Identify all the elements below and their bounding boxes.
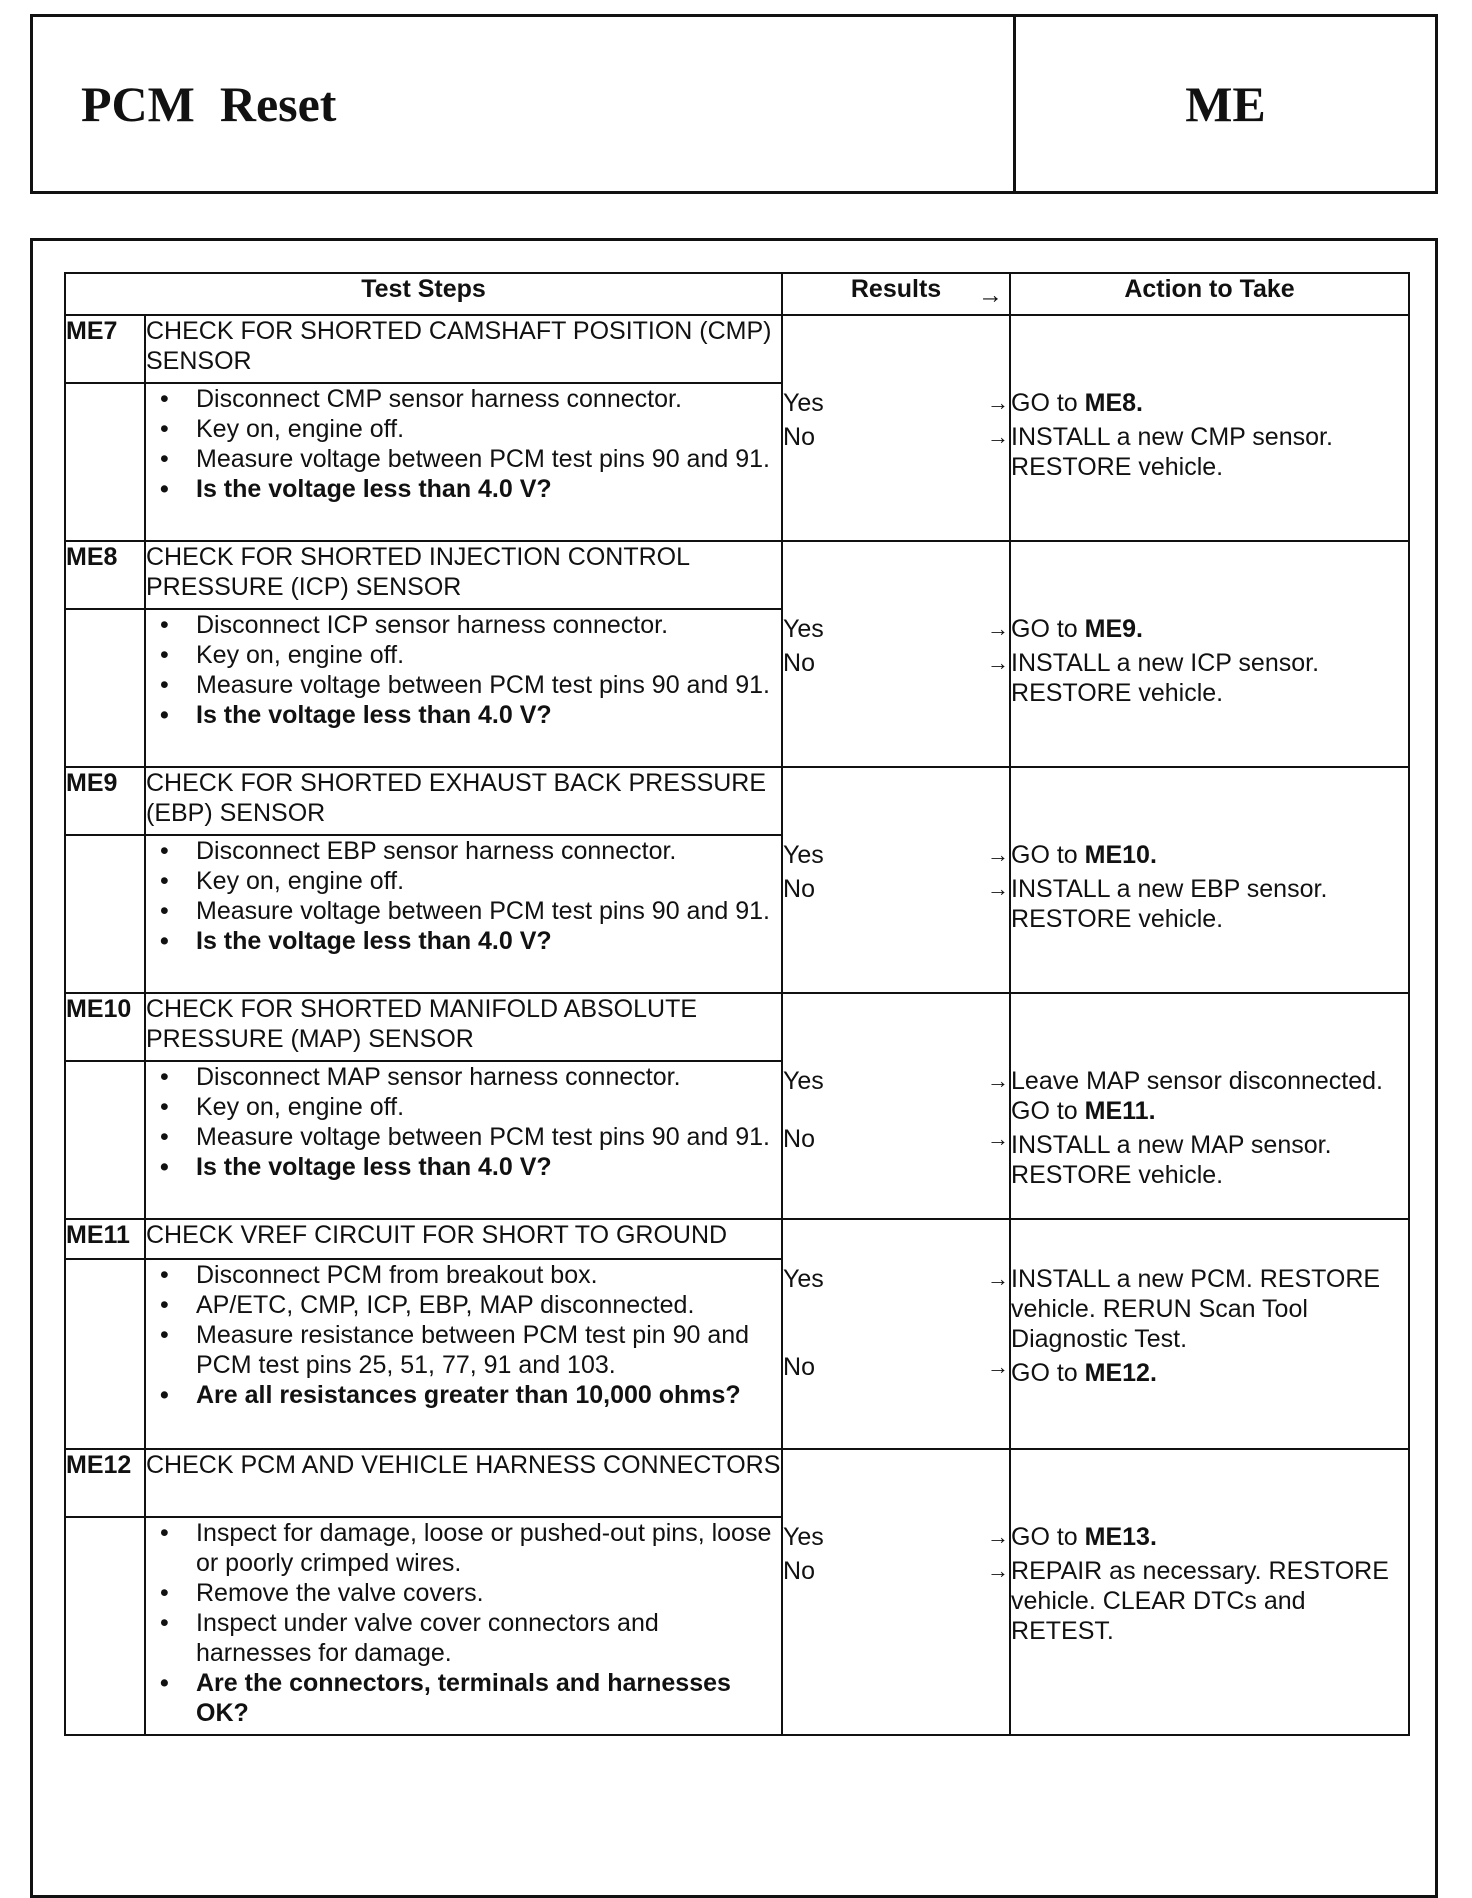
header-title-cell [33,17,1016,191]
step-instruction: • Inspect under valve cover connectors and harnesses for damage. [196,1608,781,1668]
table-row [65,993,1409,1061]
header-action: Action to Take [1010,273,1409,315]
step-instruction: • Key on, engine off. [196,866,781,896]
step-question: • Is the voltage less than 4.0 V? [196,700,781,730]
arrow-icon: → [987,842,1010,867]
arrow-icon: → [987,390,1010,415]
instruction-list [146,836,781,956]
instruction-list [146,384,781,504]
result-no: No → [783,1353,1010,1381]
arrow-icon: → [987,650,1010,675]
result-no: No → [783,649,1010,677]
table-header-row [65,273,1409,315]
step-id: ME10 [65,993,145,1061]
step-instruction: • Disconnect MAP sensor harness connector. [196,1062,781,1092]
step-title: CHECK PCM AND VEHICLE HARNESS CONNECTORS [145,1449,782,1517]
step-instruction: • Measure voltage between PCM test pins 90 and 91. [196,670,781,700]
arrow-icon: → [987,1524,1010,1549]
step-instruction: • Disconnect CMP sensor harness connector. [196,384,781,414]
instruction-list [146,610,781,730]
step-body [145,1259,782,1449]
result-no: No → [783,875,1010,903]
action-cell [1010,315,1409,541]
arrow-icon: → [987,1266,1010,1291]
action-no: INSTALL a new CMP sensor. RESTORE vehicle. [1011,423,1333,481]
section-code: ME [1185,76,1266,132]
step-instruction: • Measure voltage between PCM test pins 90 and 91. [196,444,781,474]
arrow-icon: → [987,1126,1010,1151]
results-cell [782,315,1010,541]
step-id: ME11 [65,1219,145,1259]
step-instruction: • Disconnect PCM from breakout box. [196,1260,781,1290]
step-body [145,1061,782,1219]
arrow-icon: → [987,616,1010,641]
step-id-spacer [65,835,145,993]
action-yes: Leave MAP sensor disconnected. GO to ME11. [1011,1067,1384,1125]
arrow-icon: → [987,1558,1010,1583]
action-cell [1010,767,1409,993]
step-title: CHECK VREF CIRCUIT FOR SHORT TO GROUND [145,1219,782,1259]
results-cell [782,993,1010,1219]
table-row [65,315,1409,383]
arrow-icon: → [987,876,1010,901]
action-cell [1010,1219,1409,1449]
result-yes: Yes → [783,841,1010,869]
step-id-spacer [65,609,145,767]
header-results-label: Results [850,275,942,303]
step-title: CHECK FOR SHORTED MANIFOLD ABSOLUTE PRESSURE (MAP) SENSOR [145,993,782,1061]
table-row [65,541,1409,609]
step-id-spacer [65,1061,145,1219]
action-yes: GO to ME8. [1011,389,1144,417]
action-yes: GO to ME13. [1011,1523,1157,1551]
instruction-list [146,1518,781,1728]
instruction-list [146,1260,781,1410]
result-no: No → [783,423,1010,451]
table-body [65,315,1409,1735]
step-title: CHECK FOR SHORTED CAMSHAFT POSITION (CMP) SENSOR [145,315,782,383]
step-instruction: • Remove the valve covers. [196,1578,781,1608]
step-id: ME12 [65,1449,145,1517]
arrow-icon: → [987,424,1010,449]
header-code-cell [1016,17,1435,191]
step-id-spacer [65,383,145,541]
step-body [145,835,782,993]
action-no: REPAIR as necessary. RESTORE vehicle. CLEAR DTCs and RETEST. [1011,1557,1389,1645]
table-row [65,1219,1409,1259]
arrow-icon: → [987,1068,1010,1093]
step-instruction: • AP/ETC, CMP, ICP, EBP, MAP disconnected. [196,1290,781,1320]
step-question: • Are the connectors, terminals and harnesses OK? [196,1668,781,1728]
step-instruction: • Key on, engine off. [196,414,781,444]
arrow-icon: → [987,1354,1010,1379]
action-yes: GO to ME9. [1011,615,1144,643]
step-instruction: • Disconnect ICP sensor harness connector. [196,610,781,640]
step-body [145,1517,782,1735]
results-cell [782,767,1010,993]
instruction-list [146,1062,781,1182]
action-yes: GO to ME10. [1011,841,1157,869]
step-id-spacer [65,1517,145,1735]
step-question: • Is the voltage less than 4.0 V? [196,1152,781,1182]
result-no: No → [783,1557,1010,1585]
results-cell [782,1219,1010,1449]
step-id: ME7 [65,315,145,383]
test-steps-table [64,272,1410,1736]
result-yes: Yes → [783,1265,1010,1293]
result-yes: Yes → [783,389,1010,417]
header-test-steps: Test Steps [65,273,782,315]
page-title: PCM Reset [81,76,337,132]
step-id-spacer [65,1259,145,1449]
step-instruction: • Inspect for damage, loose or pushed-out pins, loose or poorly crimped wires. [196,1518,781,1578]
action-yes: INSTALL a new PCM. RESTORE vehicle. RERUN Scan Tool Diagnostic Test. [1011,1265,1381,1353]
result-yes: Yes → [783,615,1010,643]
step-id: ME9 [65,767,145,835]
step-question: • Are all resistances greater than 10,000 ohms? [196,1380,781,1410]
page-header [30,14,1438,194]
step-instruction: • Measure voltage between PCM test pins 90 and 91. [196,896,781,926]
arrow-icon: → [978,281,1004,309]
action-no: INSTALL a new MAP sensor. RESTORE vehicle. [1011,1131,1332,1189]
action-no: GO to ME12. [1011,1359,1157,1387]
action-cell [1010,993,1409,1219]
step-instruction: • Measure resistance between PCM test pin 90 and PCM test pins 25, 51, 77, 91 and 103. [196,1320,781,1380]
action-no: INSTALL a new ICP sensor. RESTORE vehicle. [1011,649,1320,707]
step-question: • Is the voltage less than 4.0 V? [196,474,781,504]
step-instruction: • Disconnect EBP sensor harness connector. [196,836,781,866]
action-no: INSTALL a new EBP sensor. RESTORE vehicle. [1011,875,1328,933]
results-cell [782,541,1010,767]
step-body [145,609,782,767]
step-question: • Is the voltage less than 4.0 V? [196,926,781,956]
header-results [782,273,1010,315]
step-id: ME8 [65,541,145,609]
step-instruction: • Key on, engine off. [196,1092,781,1122]
table-row [65,1449,1409,1517]
results-cell [782,1449,1010,1735]
result-yes: Yes → [783,1067,1010,1095]
table-row [65,767,1409,835]
step-body [145,383,782,541]
result-no: No → [783,1125,1010,1153]
action-cell [1010,1449,1409,1735]
action-cell [1010,541,1409,767]
step-title: CHECK FOR SHORTED INJECTION CONTROL PRESSURE (ICP) SENSOR [145,541,782,609]
step-instruction: • Key on, engine off. [196,640,781,670]
step-title: CHECK FOR SHORTED EXHAUST BACK PRESSURE (EBP) SENSOR [145,767,782,835]
result-yes: Yes → [783,1523,1010,1551]
step-instruction: • Measure voltage between PCM test pins 90 and 91. [196,1122,781,1152]
